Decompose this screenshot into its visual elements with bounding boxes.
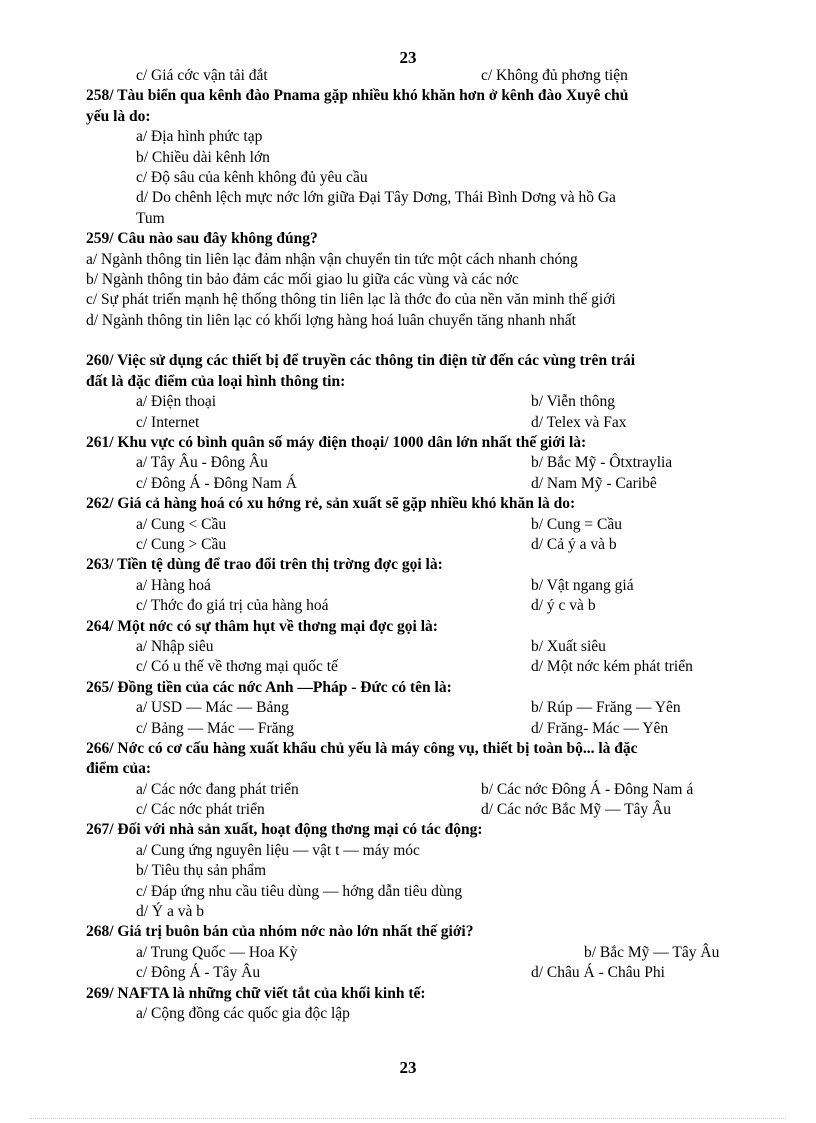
answer-option: a/ Cung ứng nguyên liệu — vật t — máy móc: [136, 841, 420, 859]
answer-option: a/ Cung < Cầu: [136, 515, 227, 533]
answer-option: a/ Trung Quốc — Hoa Kỳ: [136, 943, 298, 961]
question-text: 264/ Một nớc có sự thâm hụt về thơng mại đợc gọi là:: [86, 617, 438, 635]
question-text: đất là đặc điểm của loại hình thông tin:: [86, 372, 346, 390]
answer-options-row: [86, 515, 786, 535]
answer-option: a/ Các nớc đang phát triển: [136, 780, 299, 798]
answer-option: Tum: [136, 209, 165, 227]
answer-option: c/ Bảng — Mác — Frăng: [136, 719, 294, 737]
answer-option: d/ Châu Á - Châu Phi: [531, 964, 665, 982]
answer-option: a/ USD — Mác — Bảng: [136, 699, 289, 717]
answer-option: b/ Tiêu thụ sản phẩm: [136, 862, 267, 880]
answer-options-row: [86, 943, 786, 963]
answer-option: c/ Thớc đo giá trị của hàng hoá: [136, 597, 329, 615]
answer-option: d/ Nam Mỹ - Caribê: [531, 474, 657, 492]
question-text: 261/ Khu vực có bình quân số máy điện thoại/ 1000 dân lớn nhất thế giới là:: [86, 434, 587, 452]
answer-option: c/ Các nớc phát triển: [136, 801, 265, 819]
answer-options-row: [86, 535, 786, 555]
answer-option: b/ Ngành thông tin bảo đảm các mối giao lu giữa các vùng và các nớc: [86, 270, 519, 288]
answer-options-row: [86, 66, 786, 86]
answer-option: a/ Cộng đồng các quốc gia độc lập: [136, 1004, 350, 1022]
answer-option: b/ Các nớc Đông Á - Đông Nam á: [481, 780, 694, 798]
question-text: 259/ Câu nào sau đây không đúng?: [86, 230, 318, 248]
footer-divider: [30, 1118, 786, 1119]
answer-options-row: [86, 576, 786, 596]
answer-options-row: [86, 657, 786, 677]
answer-option: a/ Địa hình phức tạp: [136, 128, 263, 146]
answer-option: a/ Hàng hoá: [136, 576, 211, 594]
answer-options-row: [86, 637, 786, 657]
blank-line: [86, 331, 786, 351]
answer-options-row: [86, 698, 786, 718]
answer-option: c/ Cung > Cầu: [136, 535, 227, 553]
answer-options-row: [86, 453, 786, 473]
answer-options-row: [86, 474, 786, 494]
answer-option: b/ Chiều dài kênh lớn: [136, 148, 270, 166]
answer-option: b/ Bắc Mỹ — Tây Âu: [584, 943, 720, 961]
question-text: 260/ Việc sử dụng các thiết bị để truyền các thông tin điện từ đến các vùng trên trái: [86, 352, 636, 370]
answer-option: c/ Có u thế về thơng mại quốc tế: [136, 658, 338, 676]
question-text: 263/ Tiền tệ dùng để trao đổi trên thị trờng đợc gọi là:: [86, 556, 443, 574]
answer-options-row: [86, 392, 786, 412]
answer-option: a/ Ngành thông tin liên lạc đảm nhận vận chuyển tin tức một cách nhanh chóng: [86, 250, 578, 268]
answer-option: d/ Một nớc kém phát triển: [531, 658, 693, 676]
question-text: 269/ NAFTA là những chữ viết tắt của khối kinh tế:: [86, 984, 426, 1002]
question-text: 262/ Giá cả hàng hoá có xu hớng rẻ, sản xuất sẽ gặp nhiều khó khăn là do:: [86, 495, 576, 513]
answer-option: c/ Đông Á - Tây Âu: [136, 964, 261, 982]
answer-option: d/ Các nớc Bắc Mỹ — Tây Âu: [481, 801, 671, 819]
question-text: 268/ Giá trị buôn bán của nhóm nớc nào lớn nhất thế giới?: [86, 923, 474, 941]
question-text: 266/ Nớc có cơ cấu hàng xuất khẩu chủ yếu là máy công vụ, thiết bị toàn bộ... là đặc: [86, 739, 638, 757]
answer-option: c/ Internet: [136, 413, 200, 431]
answer-option: c/ Giá cớc vận tải đắt: [136, 67, 268, 84]
question-text: yếu là do:: [86, 107, 151, 125]
question-list: [86, 66, 786, 1024]
answer-option: c/ Không đủ phơng tiện: [481, 67, 628, 84]
question-text: điểm của:: [86, 760, 152, 778]
answer-options-row: [86, 719, 786, 739]
answer-option: b/ Viễn thông: [531, 393, 616, 411]
answer-option: c/ Độ sâu của kênh không đủ yêu cầu: [136, 168, 368, 186]
answer-option: b/ Bắc Mỹ - Ôtxtraylia: [531, 454, 673, 472]
question-text: 267/ Đối với nhà sản xuất, hoạt động thơng mại có tác động:: [86, 821, 483, 839]
answer-options-row: [86, 780, 786, 800]
answer-option: d/ Cả ý a và b: [531, 535, 617, 553]
answer-option: a/ Nhập siêu: [136, 637, 214, 655]
answer-options-row: [86, 800, 786, 820]
answer-options-row: [86, 963, 786, 983]
question-text: 265/ Đồng tiền của các nớc Anh —Pháp - Đức có tên là:: [86, 678, 452, 696]
answer-option: d/ Frăng- Mác — Yên: [531, 719, 669, 737]
answer-option: d/ Ý a và b: [136, 903, 205, 921]
answer-option: b/ Cung = Cầu: [531, 515, 622, 533]
answer-option: b/ Xuất siêu: [531, 637, 606, 655]
answer-option: d/ ý c và b: [531, 597, 596, 615]
answer-option: a/ Tây Âu - Đông Âu: [136, 454, 268, 472]
answer-option: d/ Do chênh lệch mực nớc lớn giữa Đại Tây Dơng, Thái Bình Dơng và hồ Ga: [136, 189, 616, 207]
answer-option: a/ Điện thoại: [136, 393, 217, 411]
answer-option: c/ Đáp ứng nhu cầu tiêu dùng — hớng dẫn tiêu dùng: [136, 882, 463, 900]
question-text: 258/ Tàu biển qua kênh đào Pnama gặp nhiều khó khăn hơn ở kênh đào Xuyê chủ: [86, 87, 629, 105]
answer-option: c/ Sự phát triển mạnh hệ thống thông tin liên lạc là thớc đo của nền văn minh thế giới: [86, 291, 616, 309]
answer-option: c/ Đông Á - Đông Nam Á: [136, 474, 298, 492]
answer-option: d/ Ngành thông tin liên lạc có khối lợng hàng hoá luân chuyển tăng nhanh nhất: [86, 311, 576, 329]
page-number-bottom: 23: [399, 1058, 417, 1077]
answer-option: b/ Vật ngang giá: [531, 576, 634, 594]
page-number-top: 23: [399, 48, 417, 67]
answer-options-row: [86, 413, 786, 433]
answer-option: d/ Telex và Fax: [531, 413, 627, 431]
answer-options-row: [86, 596, 786, 616]
answer-option: b/ Rúp — Frăng — Yên: [531, 699, 681, 717]
